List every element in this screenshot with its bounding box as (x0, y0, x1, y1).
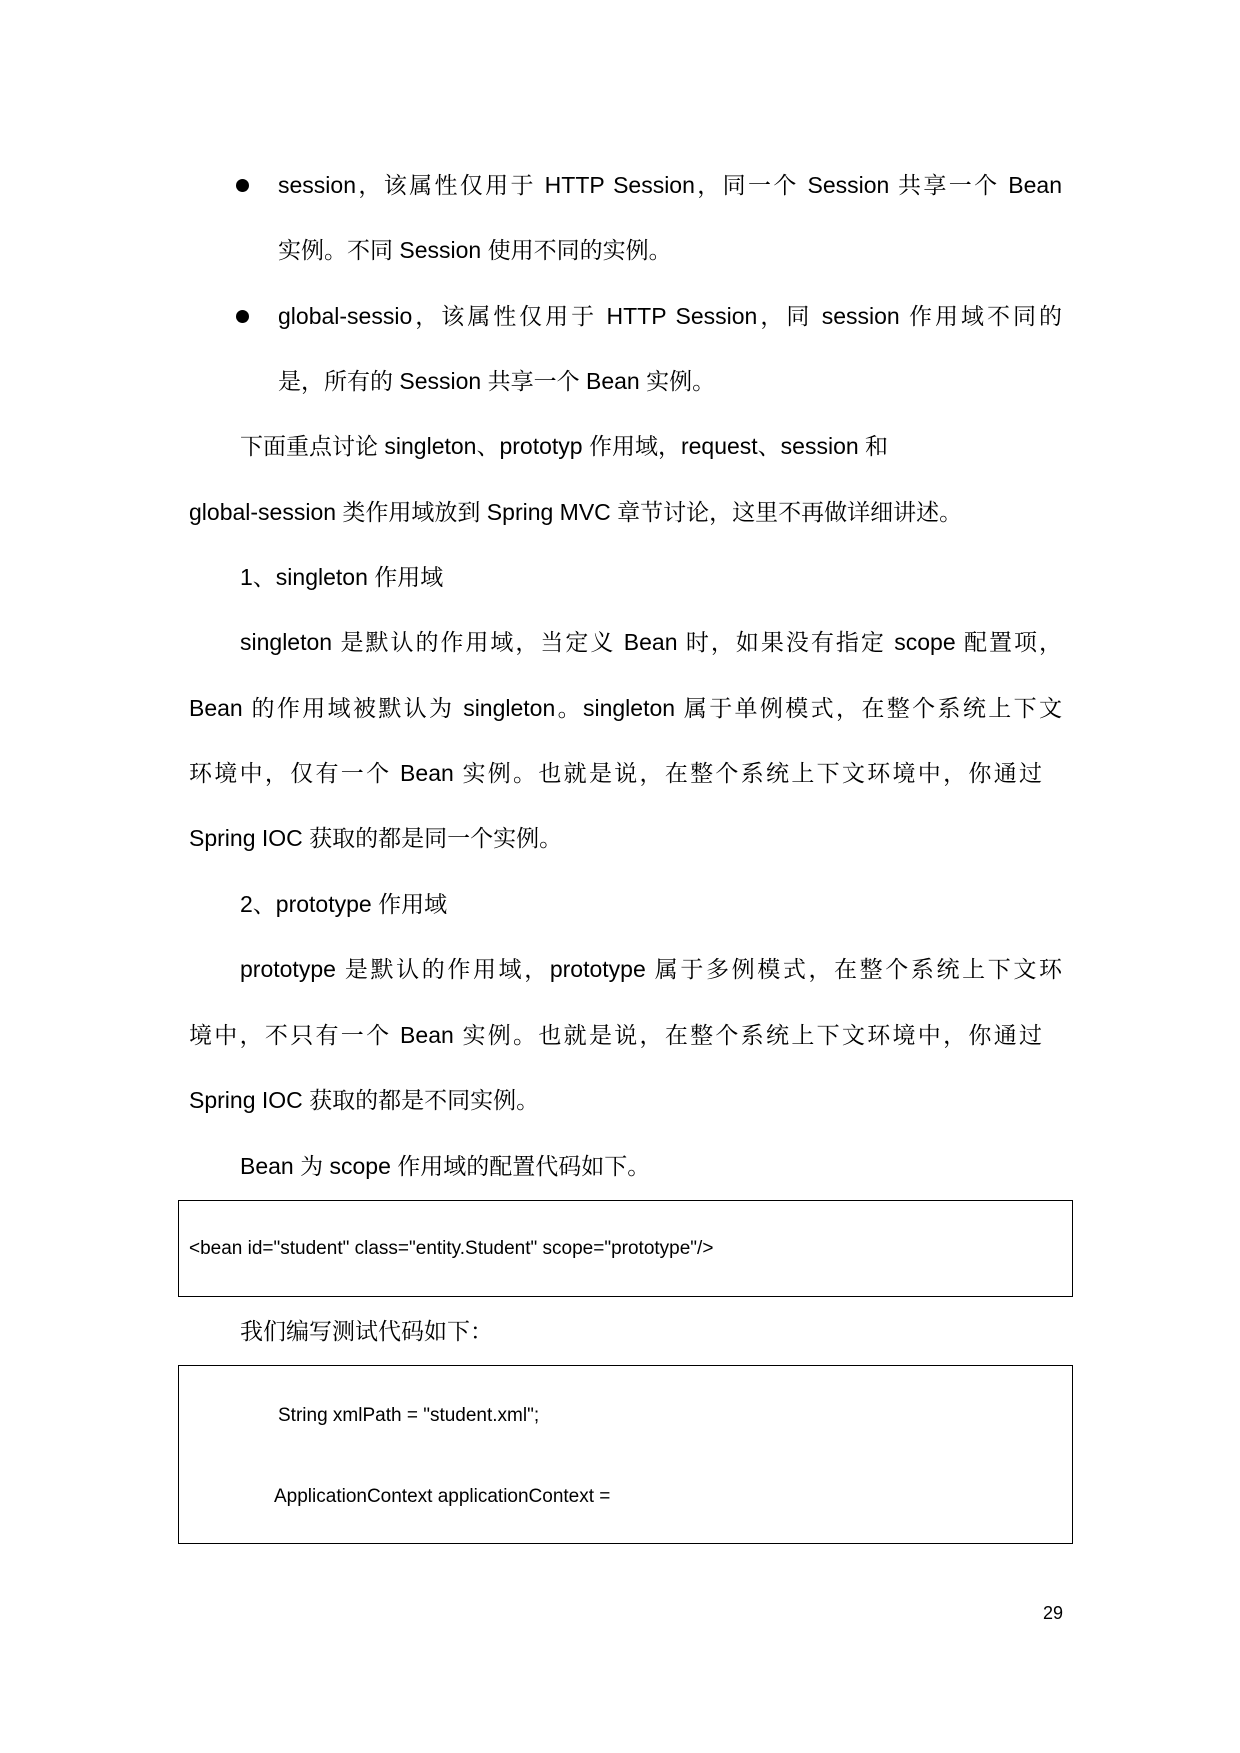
section-heading-singleton: 1、singleton 作用域 (240, 564, 444, 590)
bullet-icon (236, 179, 249, 192)
bullet-global-session-line-2: 是，所有的 Session 共享一个 Bean 实例。 (278, 368, 716, 394)
page-number: 29 (1042, 1603, 1063, 1623)
paragraph-line: global-session 类作用域放到 Spring MVC 章节讨论，这里不再做详细讲述。 (189, 499, 963, 525)
code-line: ApplicationContext applicationContext = (274, 1486, 611, 1507)
paragraph-line: singleton 是默认的作用域，当定义 Bean 时，如果没有指定 scope 配置项， (240, 629, 1062, 655)
paragraph-line: Spring IOC 获取的都是不同实例。 (189, 1087, 540, 1113)
paragraph-line: 下面重点讨论 singleton、prototyp 作用域，request、session 和 (240, 433, 889, 459)
code-line: String xmlPath = "student.xml"; (278, 1405, 540, 1426)
bullet-icon (236, 310, 249, 323)
code-block-bean-config (178, 1200, 1073, 1297)
paragraph-line: 我们编写测试代码如下： (240, 1318, 493, 1344)
code-line: <bean id="student" class="entity.Student" scope="prototype"/> (189, 1238, 714, 1259)
code-block-test (178, 1365, 1073, 1544)
paragraph-line: Bean 的作用域被默认为 singleton。singleton 属于单例模式，在整个系统上下文 (189, 695, 1062, 721)
bullet-session-line-1: session，该属性仅用于 HTTP Session，同一个 Session 共享一个 Bean (278, 172, 1062, 198)
paragraph-line: 境中，不只有一个 Bean 实例。也就是说，在整个系统上下文环境中，你通过 (189, 1022, 1042, 1048)
section-heading-prototype: 2、prototype 作用域 (240, 891, 448, 917)
paragraph-line: Spring IOC 获取的都是同一个实例。 (189, 825, 563, 851)
bullet-session-line-2: 实例。不同 Session 使用不同的实例。 (278, 237, 672, 263)
paragraph-line: 环境中，仅有一个 Bean 实例。也就是说，在整个系统上下文环境中，你通过 (189, 760, 1042, 786)
bullet-global-session-line-1: global-sessio，该属性仅用于 HTTP Session，同 session 作用域不同的 (278, 303, 1062, 329)
paragraph-line: Bean 为 scope 作用域的配置代码如下。 (240, 1153, 651, 1179)
paragraph-line: prototype 是默认的作用域，prototype 属于多例模式，在整个系统上下文环 (240, 956, 1062, 982)
